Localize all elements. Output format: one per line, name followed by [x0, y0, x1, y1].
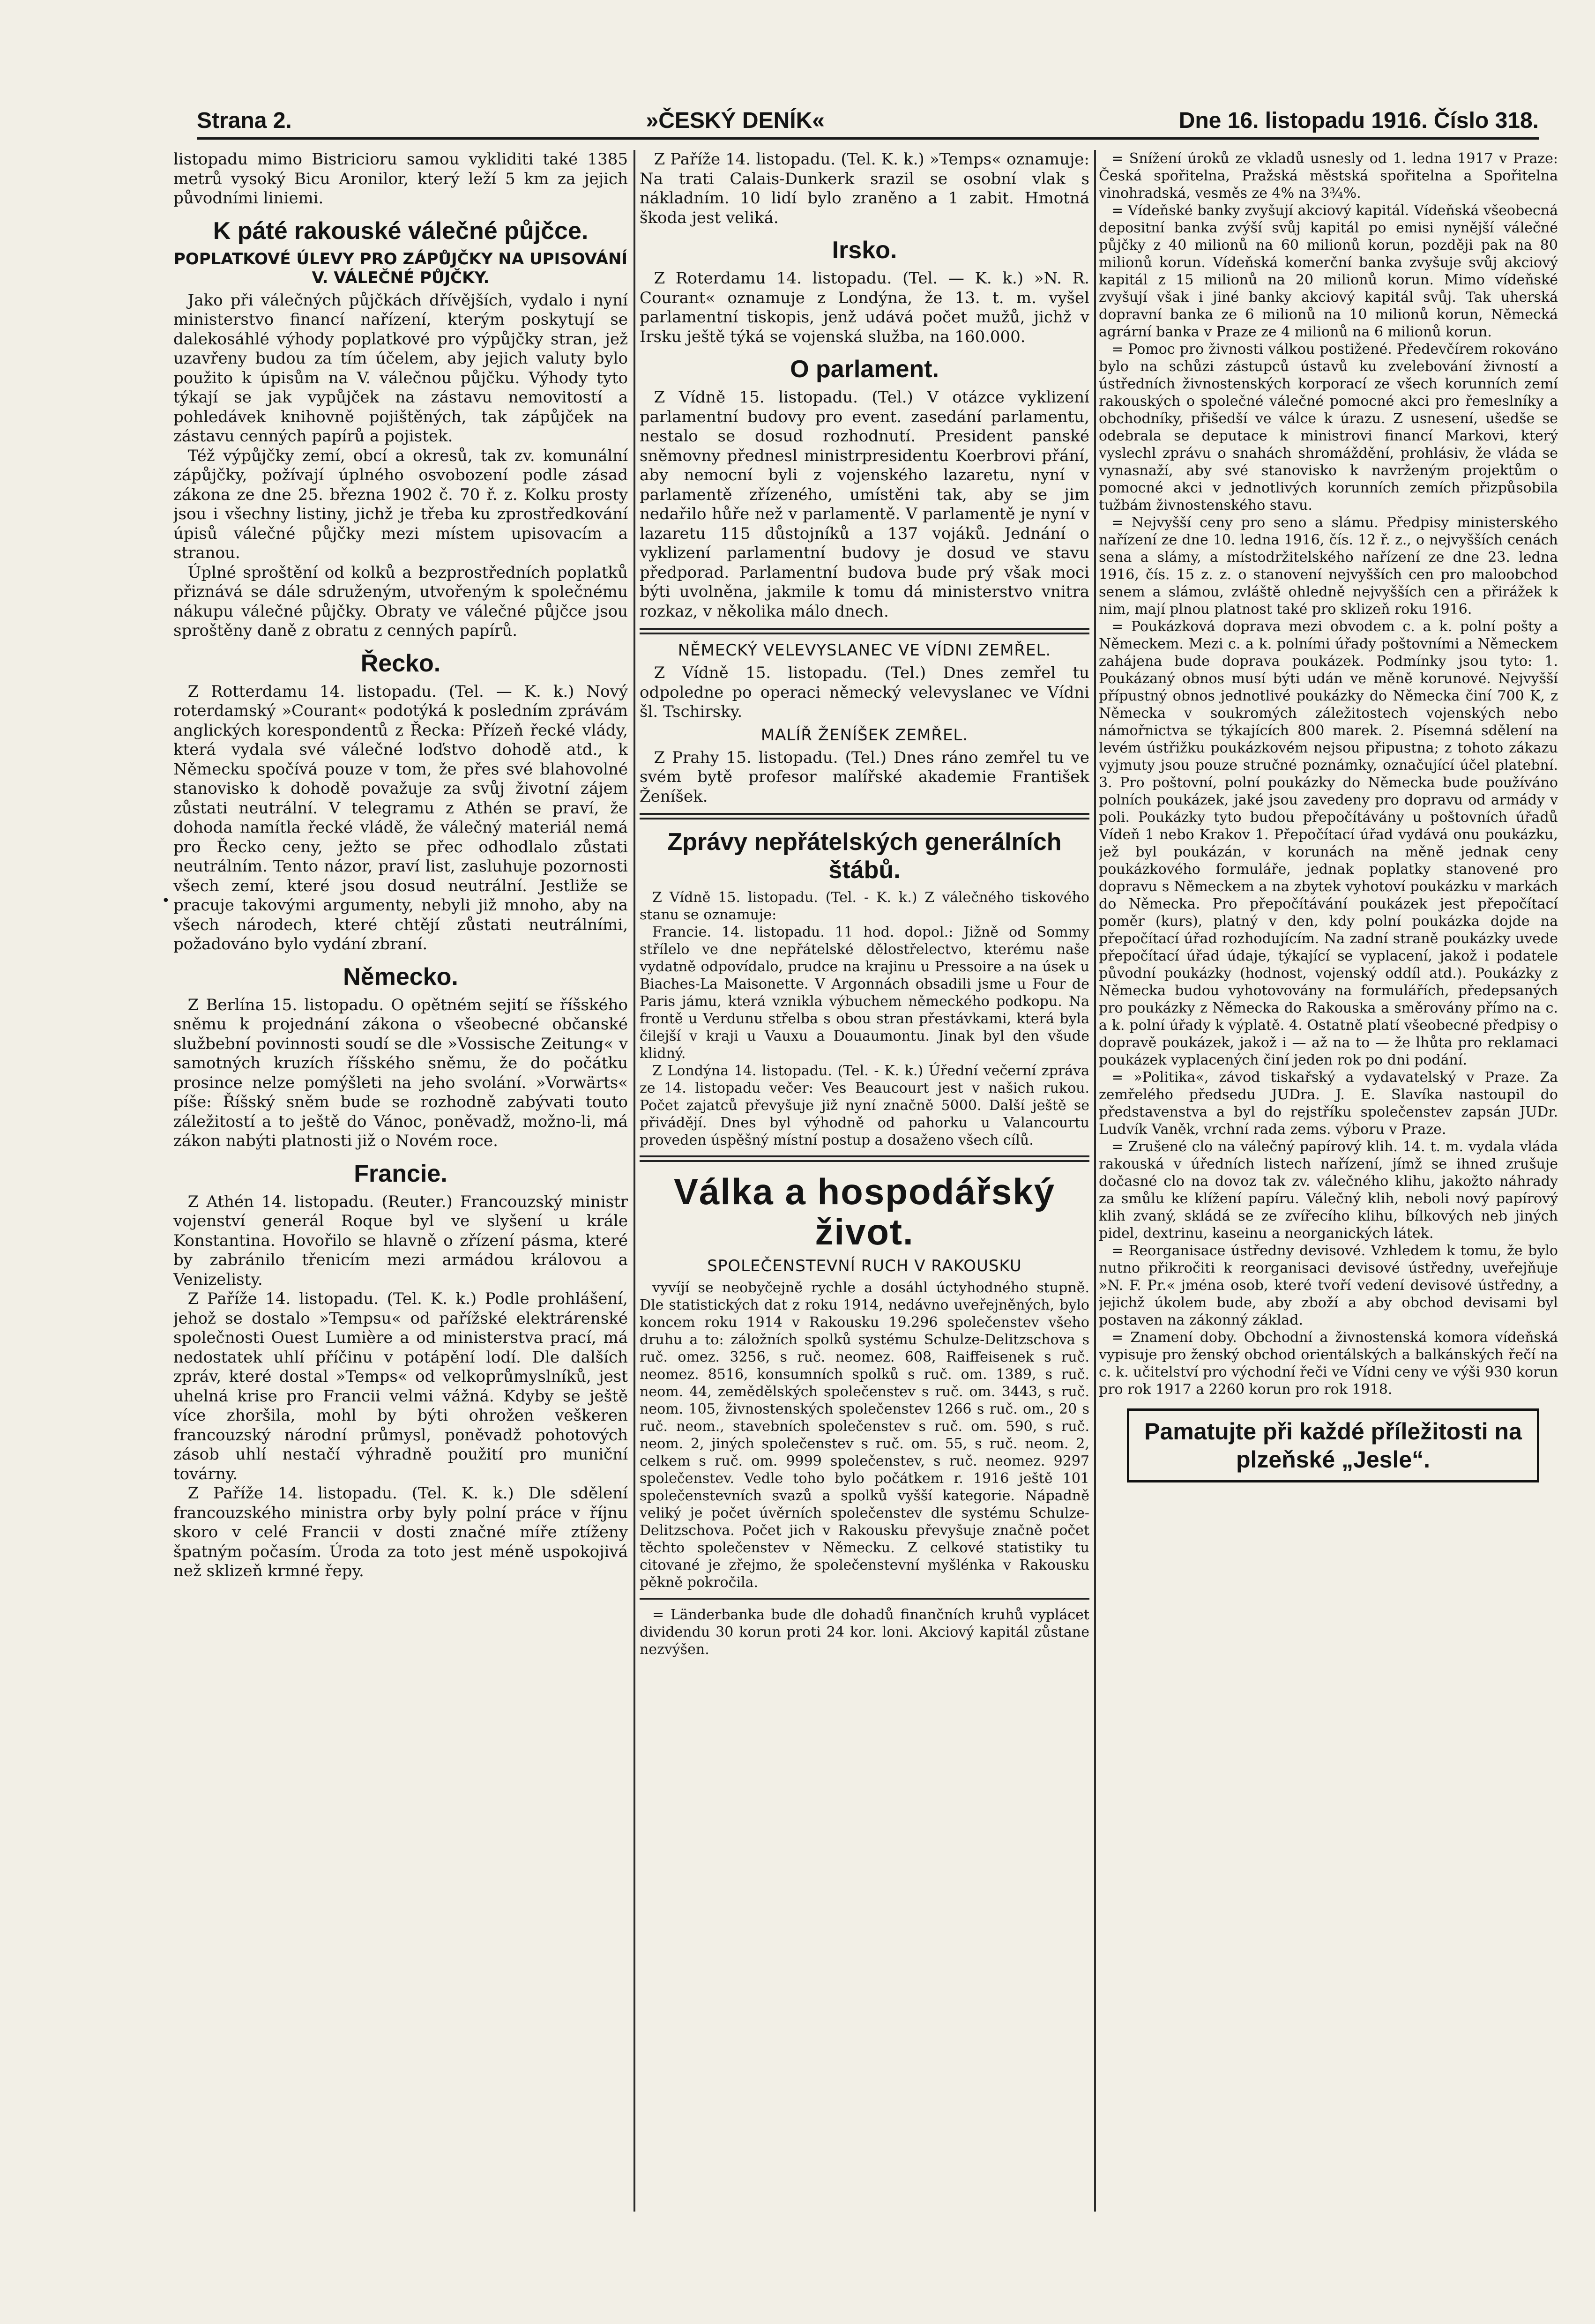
newspaper-title: »ČESKÝ DENÍK«	[646, 108, 825, 133]
section-rule-4	[640, 1598, 1089, 1600]
greece-heading: Řecko.	[360, 649, 441, 677]
war-economy-subheading: SPOLEČENSTEVNÍ RUCH V RAKOUSKU	[707, 1257, 1022, 1275]
loan-heading: K páté rakouské válečné půjčce.	[213, 217, 589, 245]
column-rule-1	[634, 150, 635, 2212]
war-economy-paragraph: vyvíjí se neobyčejně rychle a dosáhl úctyhodného stupně. Dle statistických dat z roku 1914, nedávno uveřejněných, bylo koncem roku 1914 v Rakousku 19.296 společenstev všeho druhu a to: záložních spolků systému Schulze-Delitzschova s ruč. omez. 3256, s ruč. neomez. 608, Raiffeisenek s ruč. neomez. 8516, konsumních spolků s ruč. om. 1389, s ruč. neom. 44, zemědělských společenstev s ruč. om. 3443, s ruč. neom. 105, živnostenských společenstev 1266 s ruč. om., 20 s ruč. neom., stavebních společenstev s ruč. om. 590, s ruč. neom. 2, jiných společenstev s ruč. om. 55, s ruč. neom. 2, celkem s ruč. om. 9999 společenstev, s ruč. neomez. 9297 společenstev. Vedle toho bylo počátkem r. 1916 ještě 101 společenstevních svazů a spolků vyšší kategorie. Nápadně veliký je počet úvěrních společenstev dle systému Schulze-Delitzschova. Počet jich v Rakousku převyšuje značně počet těchto společenstev v Německu. Z celkové statistiky tu citované je zřejmo, že společenstevní myšlénka v Rakousku pěkně pokročila.	[640, 1280, 1089, 1591]
enemy-staff-paragraph-1: Z Vídně 15. listopadu. (Tel. - K. k.) Z válečného tiskového stanu se oznamuje:	[640, 889, 1089, 923]
margin-mark: •	[162, 893, 170, 909]
parliament-paragraph: Z Vídně 15. listopadu. (Tel.) V otázce vyklizení parlamentní budovy pro event. zasedání parlamentu, nestalo se dosud rozhodnutí. President panské sněmovny přednesl ministrpresidentu Koerbrovi přání, aby nemocní byli z vojenského lazaretu, nyní v parlamentě zřízeného, umístěni tak, aby se jim nedařilo hůře než v parlamentě. V parlamentě je nyní v lazaretu 115 důstojníků a 137 vojáků. Jednání o vyklizení parlamentní budovy je dosud ve stavu předporad. Parlamentní budova bude prý však moci býti uvolněna, jakmile k tomu dá ministerstvo vnitra rozkaz, v několika málo dnech.	[640, 388, 1089, 621]
ireland-paragraph: Z Roterdamu 14. listopadu. (Tel. — K. k.) »N. R. Courant« oznamuje z Londýna, že 13. t. m. vyšel parlamentní tiskopis, jenž udává počet mužů, jichž v Irsku ještě týká se vojenská služba, na 160.000.	[640, 269, 1089, 346]
section-rule	[640, 628, 1089, 634]
news-item-2: = Vídeňské banky zvyšují akciový kapitál. Vídeňská všeobecná depositní banka zvýší svůj kapitál po emisi nynější válečné půjčky z 40 milionů na 60 milionů korun, později pak na 80 milionů korun. Vídeňská komerční banka zvyšuje svůj akciový kapitál z 15 milionů na 20 milionů korun. Mimo vídeňské zvyšují však i jiné banky akciový kapitál svůj. Tak uherská dopravní banka ze 6 milionů na 10 milionů korun, Německá agrární banka v Praze ze 4 milionů na 6 milionů korun.	[1099, 202, 1558, 340]
enemy-staff-paragraph-3: Z Londýna 14. listopadu. (Tel. - K. k.) Úřední večerní zpráva ze 14. listopadu večer: Ves Beaucourt jest v našich rukou. Počet zajatců převyšuje již nyní značně 5000. Další ještě se přivádějí. Dnes byl výhodně od pahorku u Valancourtu proveden úspěšný místní postup a dosaženo všech cílů.	[640, 1063, 1089, 1148]
column-3	[1099, 150, 1558, 2249]
greece-paragraph: Z Rotterdamu 14. listopadu. (Tel. — K. k.) Nový roterdamský »Courant« podotýká k posledním zprávám anglických korespondentů z Řecka: Přízeň řecké vlády, která vydala své válečné loďstvo dohodě atd., k Německu spočívá pouze v tom, že přes své blahovolné stanovisko k dohodě považuje za svůj životní zájem zůstati neutrální. V telegramu z Athén se praví, že dohoda namítla řecké vládě, že válečný materiál nemá pro Řecko ceny, ježto se přec odhodlalo zůstati neutrálním. Tento názor, praví list, zasluhuje pozornosti všech zemí, které jsou dosud neutrální. Jestliže se pracuje takovými argumenty, nebyli již mnoho, aby na všech národech, které chtějí zůstati neutrálními, požadováno bylo vydání zbraní.	[173, 682, 628, 953]
germany-paragraph: Z Berlína 15. listopadu. O opětném sejití se říšského sněmu k projednání zákona o všeobecné občanské službební povinnosti soudí se dle »Vossische Zeitung« v samotných kruzích říšského sněmu, že do počátku prosince nelze pomýšleti na jeho svolání. »Vorwärts« píše: Říšský sněm bude se rozhodně zabývati touto záležitostí a to ještě do Vánoc, poněvadž, možno-li, má zákon nabýti platnosti již o Novém roce.	[173, 995, 628, 1150]
news-item-9: = Znamení doby. Obchodní a živnostenská komora vídeňská vypisuje pro ženský obchod orientálských a balkánských řečí na c. k. učitelství pro východní řeči ve Vídni ceny ve výši 930 korun pro rok 1917 a 2260 korun pro rok 1918.	[1099, 1329, 1558, 1398]
enemy-staff-paragraph-2: Francie. 14. listopadu. 11 hod. dopol.: Jižně od Sommy střílelo ve dne nepřátelské dělostřelectvo, kterému naše vydatně odpovídalo, prudce na krajinu u Pressoire a na úsek u Biaches-La Maisonette. V Argonnách obsadili jsme u Four de Paris jámu, která vznikla výbuchem německého podkopu. Na frontě u Verdunu střelba s obou stran přestávkami, která byla čilejší v kraji u Vauxu a Douaumontu. Jinak byl den všude klidný.	[640, 924, 1089, 1062]
section-rule-3	[640, 1155, 1089, 1162]
ambassador-paragraph: Z Vídně 15. listopadu. (Tel.) Dnes zemřel tu odpoledne po operaci německý velevyslanec ve Vídni šl. Tschirsky.	[640, 663, 1089, 721]
loan-paragraph-3: Úplné sproštění od kolků a bezprostředních poplatků přiznává se dále sdruženým, utvořeným k společnému nákupu válečné půjčky. Obraty ve válečné půjčce jsou sproštěny daně z obratu z cenných papírů.	[173, 563, 628, 640]
ireland-heading: Irsko.	[832, 237, 897, 264]
painter-paragraph: Z Prahy 15. listopadu. (Tel.) Dnes ráno zemřel tu ve svém bytě profesor malířské akademie František Ženíšek.	[640, 748, 1089, 806]
news-item-4: = Nejvyšší ceny pro seno a slámu. Předpisy ministerského nařízení ze dne 10. ledna 1916, čís. 12 ř. z., o nejvyšších cenách sena a slámy, a místodržitelského nařízení ze dne 23. ledna 1916, čís. 15 z. z. o stanovení nejvyšších cen pro maloobchod senem a slámou, zvláště ohledně nejvyšších cen a přirážek k nim, mají plnou platnost také pro sklizeň roku 1916.	[1099, 514, 1558, 618]
news-item-3: = Pomoc pro živnosti válkou postižené. Předevčírem rokováno bylo na schůzi zástupců ústavů ku zvelebování živností a ústředních živnostenských korporací ze všech korunních zemí rakouských o společné válečné pomocné akci pro řemeslníky a obchodníky, přišedší ve válce k úrazu. Z usnesení, ušedše se odebrala se deputace k ministrovi financí Markovi, který vyslechl zprávu o snahách shromáždění, prohlásiv, že vláda se vynasnaží, aby své stanovisko k navrženým projektům o pomocné akci v jednotlivých korunních zemích přizpůsobila tužbám živnostenského stavu.	[1099, 341, 1558, 514]
painter-heading: MALÍŘ ŽENÍŠEK ZEMŘEL.	[760, 725, 969, 745]
column-2	[640, 150, 1089, 2249]
news-item-8: = Reorganisace ústředny devisové. Vzhledem k tomu, že bylo nutno přikročiti k reorganisaci devisové ústředny, uveřejňuje »N. F. Pr.« jména osob, které tvoří vedení devisové ústředny, a jejichž úkolem bude, aby zboží a aby obchod devisami byl postaven na zákonný základ.	[1099, 1243, 1558, 1328]
loan-paragraph-1: Jako při válečných půjčkách dřívějších, vydalo i nyní ministerstvo financí nařízení, kterým poskytují se dalekosáhlé výhody poplatkové pro výpůjčky stran, jež uzavřeny budou za tím účelem, aby jejich valuty bylo použito k úpisům na V. válečnou půjčku. Výhody tyto týkají se jak vypůjček na zástavu nemovitostí a pohledávek knihovně pojištěných, tak zápůjček na zástavu cenných papírů a pojistek.	[173, 290, 628, 446]
page-number: Strana 2.	[197, 108, 292, 133]
paris-train-paragraph: Z Paříže 14. listopadu. (Tel. K. k.) »Temps« oznamuje: Na trati Calais-Dunkerk srazil se osobní vlak s nákladním. 10 lidí bylo zraněno a 1 zabit. Hmotná škoda jest veliká.	[640, 150, 1089, 227]
france-heading: Francie.	[354, 1160, 447, 1187]
loan-paragraph-2: Též výpůjčky zemí, obcí a okresů, tak zv. komunální zápůjčky, požívají úplného osvobození podle zásad zákona ze dne 25. března 1902 č. 70 ř. z. Kolku prosty jsou i všechny listiny, jichž je třeba ku zprostředkování úpisů válečné půjčky mezi místem upisovacím a stranou.	[173, 446, 628, 562]
article-continuation: listopadu mimo Bistricioru samou vykliditi také 1385 metrů vysoký Bicu Aronilor, který leží 5 km za jejich původními liniemi.	[173, 150, 628, 208]
enemy-staff-heading: Zprávy nepřátelských generálních štábů.	[667, 828, 1062, 884]
france-paragraph-3: Z Paříže 14. listopadu. (Tel. K. k.) Dle sdělení francouzského ministra orby byly polní práce v říjnu skoro v celé Francii v dosti značné míře ztíženy špatným počasím. Úroda za toto jest méně uspokojivá než sklizeň krmné řepy.	[173, 1484, 628, 1580]
france-paragraph-1: Z Athén 14. listopadu. (Reuter.) Francouzský ministr vojenství generál Roque byl ve slyšení u krále Konstantina. Hovořilo se hlavně o zřízení pásma, které by zabránilo třenicím mezi armádou královou a Venizelisty.	[173, 1192, 628, 1289]
issue-date: Dne 16. listopadu 1916. Číslo 318.	[1178, 108, 1539, 133]
ambassador-heading: NĚMECKÝ VELEVYSLANEC VE VÍDNI ZEMŘEL.	[678, 641, 1051, 660]
loan-subheading: POPLATKOVÉ ÚLEVY PRO ZÁPŮJČKY NA UPISOVÁNÍ V. VÁLEČNÉ PŮJČKY.	[173, 249, 628, 287]
advert-box: Pamatujte při každé příležitosti na plzeňské „Jesle“.	[1127, 1408, 1539, 1482]
news-item-1: = Snížení úroků ze vkladů usnesly od 1. ledna 1917 v Praze: Česká spořitelna, Pražská městská spořitelna a Spořitelna vinohradská, vesměs ze 4% na 3¾%.	[1099, 150, 1558, 201]
page-header	[197, 105, 1539, 140]
section-rule-2	[640, 813, 1089, 819]
france-paragraph-2: Z Paříže 14. listopadu. (Tel. K. k.) Podle prohlášení, jehož se dostalo »Tempsu« od pařížské elektrárenské společnosti Ouest Lumière a od ministerstva prací, má nedostatek uhlí příčinu v potápění lodí. Dle dalších zpráv, které dostal »Temps« od velkoprůmyslníků, jest uhelná krise pro Francii velmi vážná. Kdyby se ještě více zhoršila, mohl by býti ohrožen veškeren francouzský národní průmysl, poněvadž pohotových zásob uhlí nestačí výhradně použití pro muniční továrny.	[173, 1289, 628, 1483]
parliament-heading: O parlament.	[790, 356, 939, 383]
news-item-5: = Poukázková doprava mezi obvodem c. a k. polní pošty a Německem. Mezi c. a k. polními úřady poštovními a Německem zahájena bude doprava poukázek. Podmínky jsou tyto: 1. Poukázaný obnos musí býti udán ve měně korunové. Nejvyšší přípustný obnos jednotlivé poukázky do Německa činí 700 K, z Německa v soukromých záležitostech vojenských nebo námořnictva se týkajících 800 marek. 2. Písemná sdělení na levém ústřižku poukázkovém nejsou připustna; z tohoto zákazu vyjmuty jsou pouze stručné poznámky, označující účel platební. 3. Pro poštovní, polní poukázky do Německa bude používáno polních poukázek, jaké jsou zavedeny pro dopravu od armády v poli. Poukázky tyto budou přepočítávány u poštovních úřadů Vídeň 1 nebo Krakov 1. Přepočítací úřad vydává onu poukázku, jež byl poukázán, v korunách na měně jednak ceny poukázkového formuláře, jednak poplatky stanovené pro dopravu s Německem a na zbytek vyhotoví poukázku v markách do Německa. Pro přepočítávání poukázek jest přepočítací poměr (kurs), platný v den, kdy polní poukázka dojde na přepočítací úřad rozhodujícím. Na zadní straně poukázky uvede přepočítací úřad údaje, týkající se vyplacení, jakož i podatele původní poukázky (hodnost, vojenský oddíl atd.). Poukázky z Německa budou vyhotovovány na formulářích, předepsaných pro poukázky z Německa do Rakouska a směrovány přímo na c. a k. polní úřady k výplatě. 4. Ostatně platí všeobecné předpisy o dopravě poukázek, jakož i — až na to — že lhůta pro reklamaci poukázek vyplacených činí jeden rok po dni podání.	[1099, 618, 1558, 1068]
news-item-6: = »Politika«, závod tiskařský a vydavatelský v Praze. Za zemřelého předsedu JUDra. J. E. Slavíka nastoupil do představenstva a byl do rejstříku společenstev zapsán JUDr. Ludvík Vaněk, vrchní rada zems. výboru v Praze.	[1099, 1069, 1558, 1138]
news-item-7: = Zrušené clo na válečný papírový klih. 14. t. m. vydala vláda rakouská v úředních listech nařízení, jímž se ihned zrušuje dočasné clo na dovoz tak zv. válečného klihu, jakožto náhrady za smůlu ke klížení papíru. Válečný klih, neboli nový papírový klih zvaný, skládá se ze zvířecího klihu, bílkových neb jiných pidel, dextrinu, kaseinu a neorganických látek.	[1099, 1139, 1558, 1242]
war-economy-heading: Válka a hospodářský život.	[673, 1171, 1056, 1252]
germany-heading: Německo.	[343, 963, 458, 991]
column-1	[173, 150, 628, 2249]
landerbank-paragraph: = Länderbanka bude dle dohadů finančních kruhů vyplácet dividendu 30 korun proti 24 kor. loni. Akciový kapitál zůstane nezvýšen.	[640, 1607, 1089, 1658]
column-rule-2	[1094, 150, 1096, 2212]
